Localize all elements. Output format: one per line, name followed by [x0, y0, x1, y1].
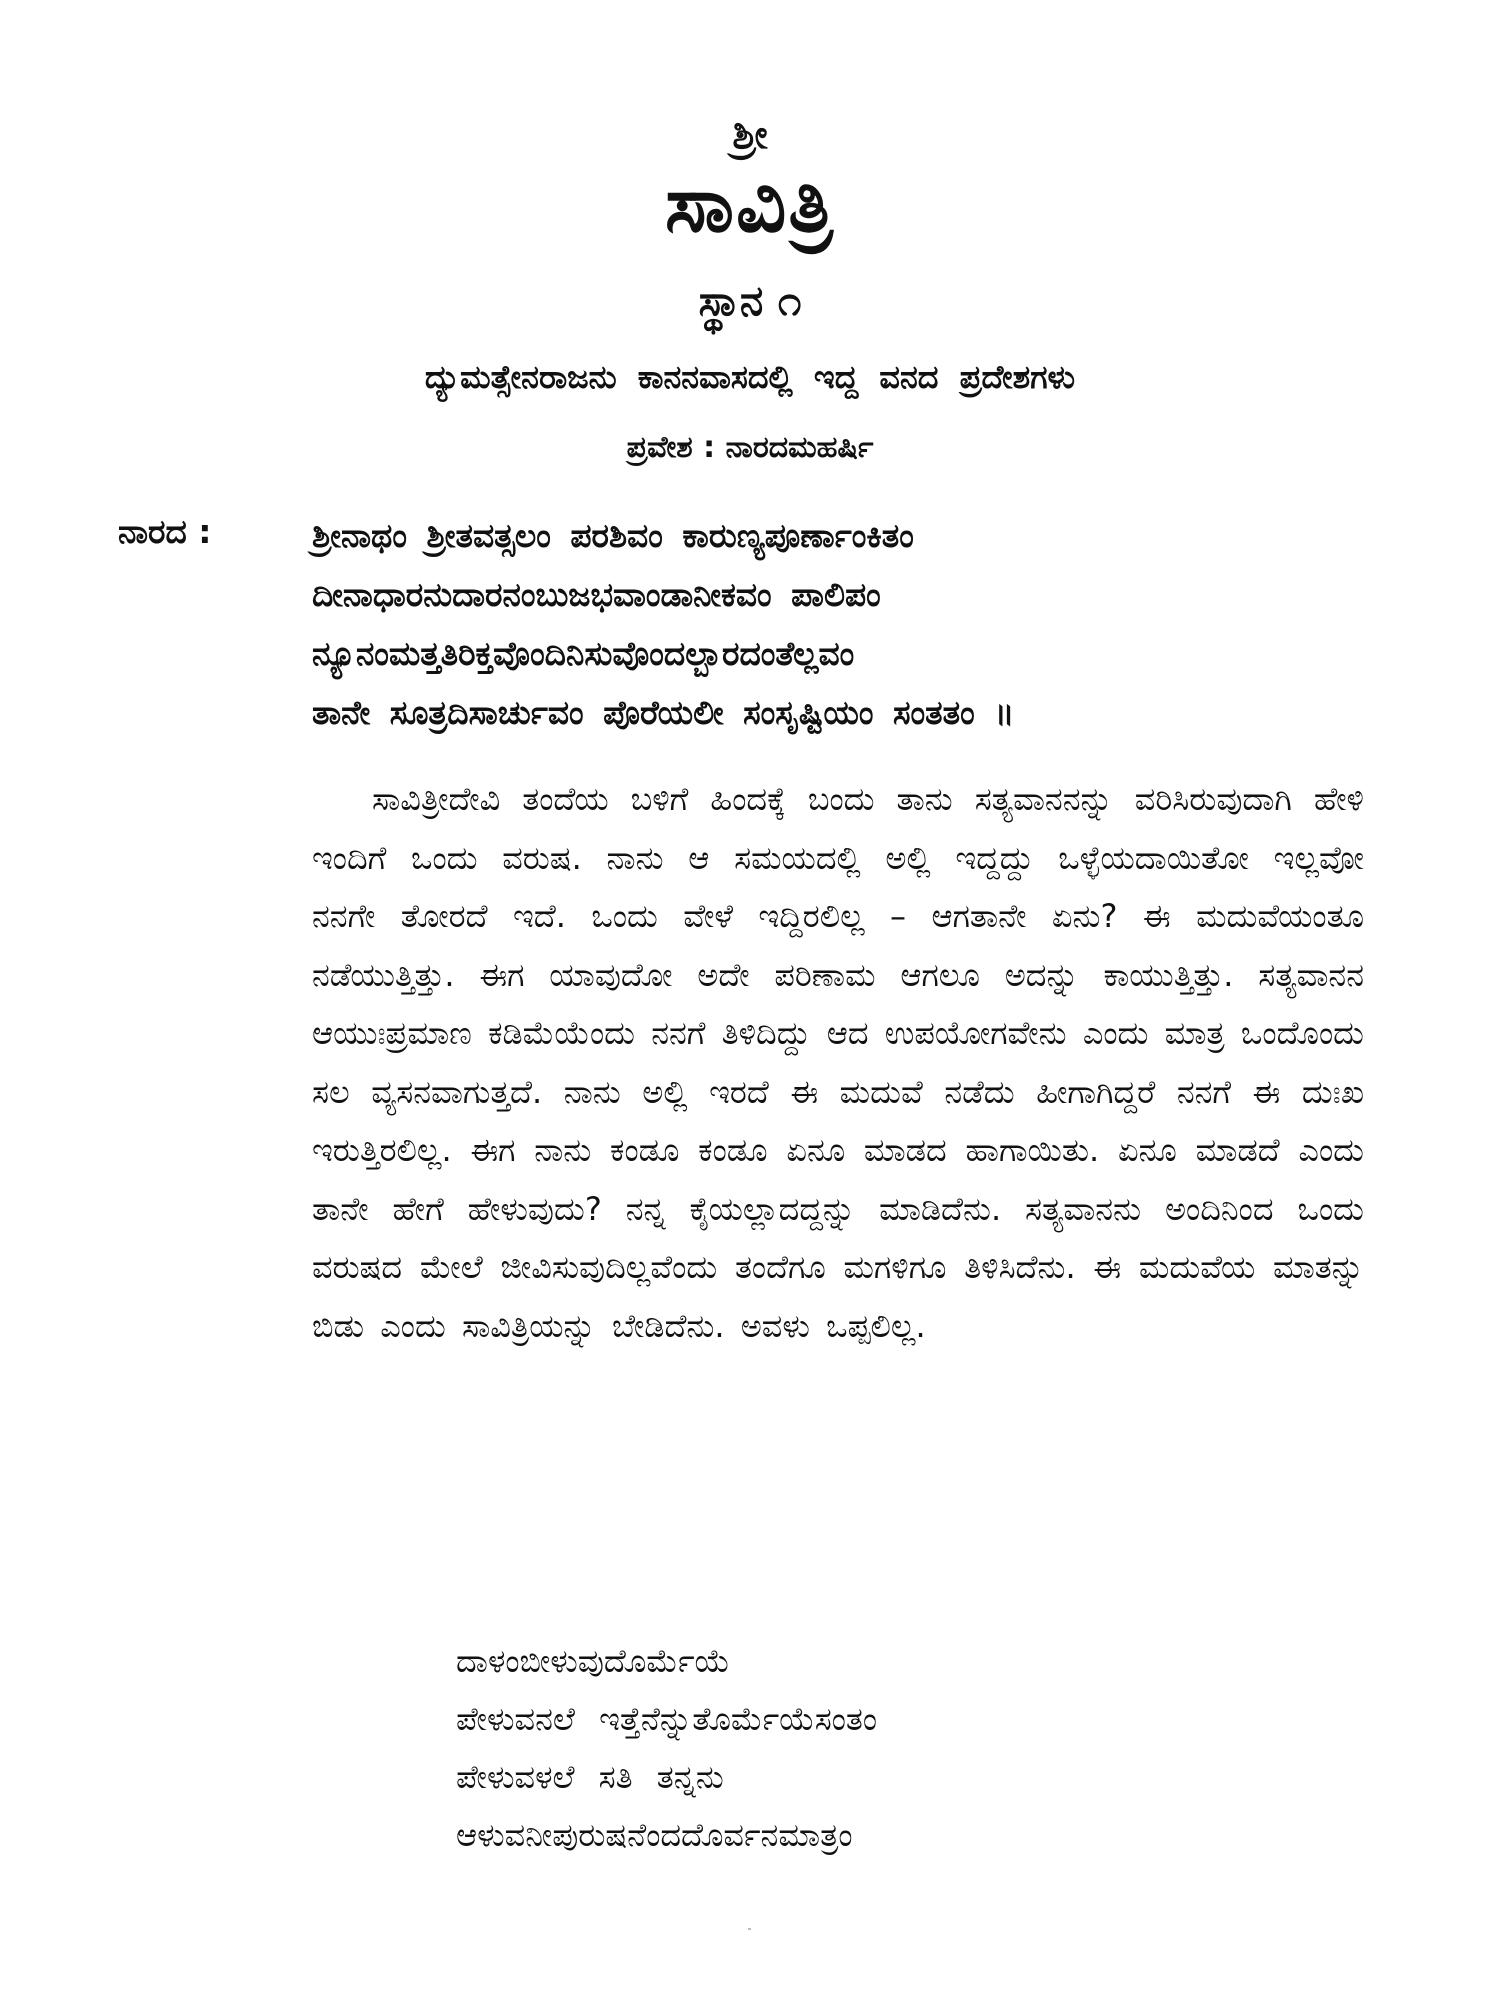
prose-text: ಸಾವಿತ್ರೀದೇವಿ ತಂದೆಯ ಬಳಿಗೆ ಹಿಂದಕ್ಕೆ ಬಂದು ತಾನು ಸತ್ಯವಾನನನ್ನು ವರಿಸಿರುವುದಾಗಿ ಹೇಳಿ ಇಂದಿಗೆ ಒಂದು ವರುಷ. ನಾನು ಆ ಸಮಯದಲ್ಲಿ ಅಲ್ಲಿ ಇದ್ದದ್ದು ಒಳ್ಳೆಯದಾಯಿತೋ ಇಲ್ಲವೋ ನನಗೇ ತೋರದೆ ಇದೆ. ಒಂದು ವೇಳೆ ಇದ್ದಿರಲಿಲ್ಲ – ಆಗತಾನೇ ಏನು? ಈ ಮದುವೆಯಂತೂ ನಡೆಯುತ್ತಿತ್ತು. ಈಗ ಯಾವುದೋ ಅದೇ ಪರಿಣಾಮ ಆಗಲೂ ಅದನ್ನು ಕಾಯುತ್ತಿತ್ತು. ಸತ್ಯವಾನನ ಆಯುಃಪ್ರಮಾಣ ಕಡಿಮೆಯೆಂದು ನನಗೆ ತಿಳಿದಿದ್ದು ಆದ ಉಪಯೋಗವೇನು ಎಂದು ಮಾತ್ರ ಒಂದೊಂದು ಸಲ ವ್ಯಸನವಾಗುತ್ತದೆ. ನಾನು ಅಲ್ಲಿ ಇರದೆ ಈ ಮದುವೆ ನಡೆದು ಹೀಗಾಗಿದ್ದರೆ ನನಗೆ ಈ ದುಃಖ ಇರುತ್ತಿರಲಿಲ್ಲ. ಈಗ ನಾನು ಕಂಡೂ ಕಂಡೂ ಏನೂ ಮಾಡದ ಹಾಗಾಯಿತು. ಏನೂ ಮಾಡದೆ ಎಂದು ತಾನೇ ಹೇಗೆ ಹೇಳುವುದು? ನನ್ನ ಕೈಯಲ್ಲಾದದ್ದನ್ನು ಮಾಡಿದೆನು. ಸತ್ಯವಾನನು ಅಂದಿನಿಂದ ಒಂದು ವರುಷದ ಮೇಲೆ ಜೀವಿಸುವುದಿಲ್ಲವೆಂದು ತಂದೆಗೂ ಮಗಳಿಗೂ ತಿಳಿಸಿದೆನು. ಈ ಮದುವೆಯ ಮಾತನ್ನು ಬಿಡು ಎಂದು ಸಾವಿತ್ರಿಯನ್ನು ಬೇಡಿದೆನು. ಅವಳು ಒಪ್ಪಲಿಲ್ಲ. — [312, 780, 1364, 1345]
closing-verse — [456, 1632, 877, 1864]
verse-line: ದಾಳಂಬೀಳುವುದೊರ್ಮೆಯೆ — [456, 1642, 731, 1680]
verse-line: ನ್ಯೂನಂಮತ್ತತಿರಿಕ್ತವೊಂದಿನಿಸುವೊಂದಲ್ಬಾರದಂತೆಲ್ಲವಂ — [312, 634, 855, 673]
entry-note: ಪ್ರವೇಶ : ನಾರದಮಹರ್ಷಿ — [626, 430, 874, 465]
invocation: ಶ್ರೀ — [732, 112, 768, 158]
verse-line: ಶ್ರೀನಾಥಂ ಶ್ರೀತವತ್ಸಲಂ ಪರಶಿವಂ ಕಾರುಣ್ಯಪೂರ್ಣಾಂಕಿತಂ — [312, 516, 914, 555]
page-title: ಸಾವಿತ್ರಿ — [665, 160, 835, 250]
prose-paragraph — [312, 770, 1364, 1355]
verse-line: ಆಳುವನೀಪುರುಷನೆಂದದೊರ್ವನಮಾತ್ರಂ — [456, 1816, 853, 1854]
scene-location: ದ್ಯುಮತ್ಸೇನರಾಜನು ಕಾನನವಾಸದಲ್ಲಿ ಇದ್ದ ವನದ ಪ್ರದೇಶಗಳು — [424, 358, 1076, 396]
verse-line: ಪೇಳುವಳಲೆ ಸತಿ ತನ್ನನು — [456, 1758, 724, 1796]
scene-number: ಸ್ಥಾನ ೧ — [698, 276, 802, 325]
speaker-label: ನಾರದ : — [118, 512, 212, 551]
verse-line: ಪೇಳುವನಲೆ ಇತ್ತೆನೆನ್ನುತೊರ್ಮೆಯೆಸಂತಂ — [456, 1700, 878, 1738]
verse-line: ತಾನೇ ಸೂತ್ರದಿಸಾರ್ಚುವಂ ಪೊರೆಯಲೀ ಸಂಸೃಷ್ಟಿಯಂ ಸಂತತಂ ॥ — [312, 693, 1015, 732]
scan-speck — [748, 1928, 751, 1930]
verse-line: ದೀನಾಧಾರನುದಾರನಂಬುಜಭವಾಂಡಾನೀಕವಂ ಪಾಲಿಪಂ — [312, 575, 881, 614]
opening-verse — [312, 506, 1392, 742]
